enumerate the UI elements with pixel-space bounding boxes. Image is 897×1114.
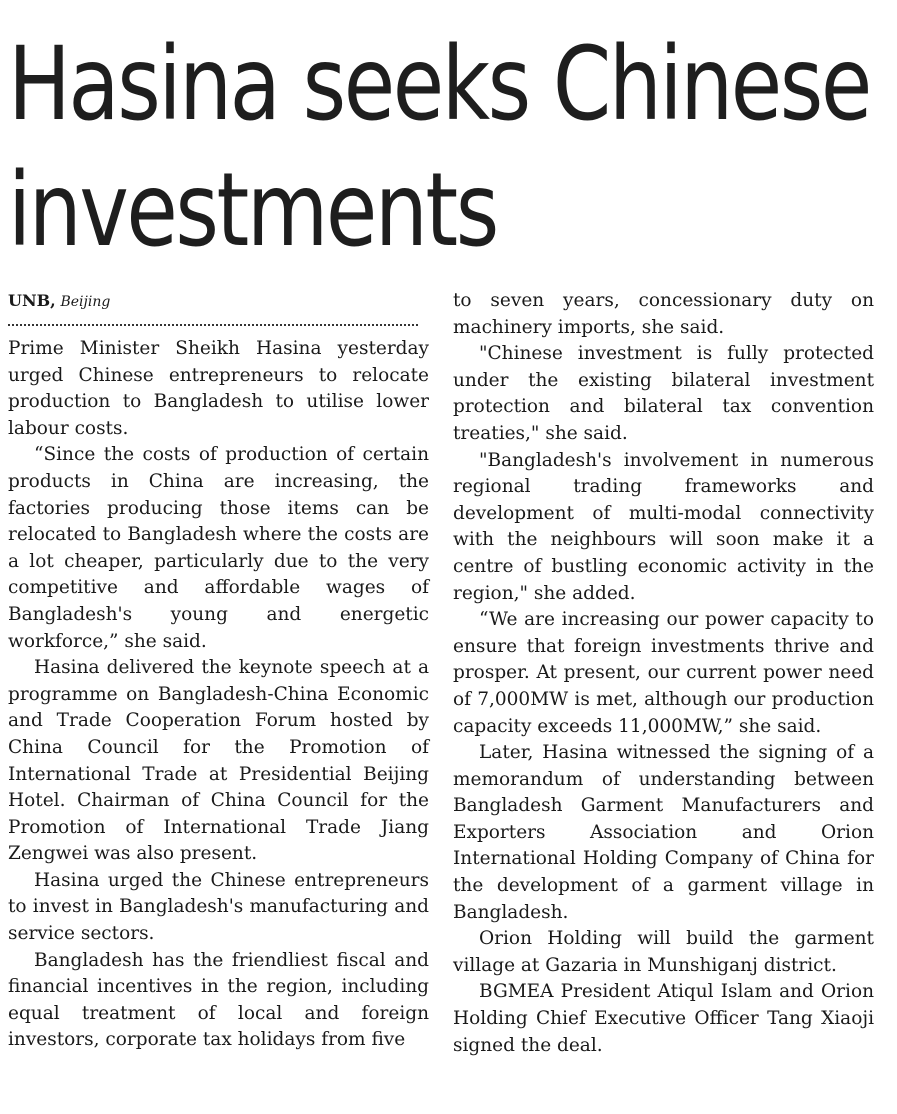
paragraph: "Chinese investment is fully protected under the existing bilateral investment protection and bilateral tax convention treaties," she said. <box>453 343 874 444</box>
column-left <box>8 288 429 1059</box>
headline-line-2: investments <box>8 151 497 270</box>
paragraph: Later, Hasina witnessed the signing of a memorandum of understanding between Bangladesh Garment Manufacturers and Exporters Association and Orion International Holding Company of China for the development of a garment village in Bangladesh. <box>453 742 874 923</box>
paragraph: Hasina urged the Chinese entrepreneurs to invest in Bangladesh's manufacturing and service sectors. <box>8 869 429 945</box>
paragraph: “Since the costs of production of certain products in China are increasing, the factories producing those items can be relocated to Bangladesh where the costs are a lot cheaper, particularly due to the very competitive and affordable wages of Bangladesh's young and energetic workforce,” she said. <box>8 444 429 652</box>
paragraph: Prime Minister Sheikh Hasina yesterday urged Chinese entrepreneurs to relocate production to Bangladesh to utilise lower labour costs. <box>8 338 429 439</box>
paragraph: "Bangladesh's involvement in numerous regional trading frameworks and development of multi-modal connectivity with the neighbours will soon make it a centre of bustling economic activity in the region," she added. <box>453 449 874 604</box>
paragraph: Hasina delivered the keynote speech at a programme on Bangladesh-China Economic and Trade Cooperation Forum hosted by China Council for the Promotion of International Trade at Presidential Beijing Hotel. Chairman of China Council for the Promotion of International Trade Jiang Zengwei was also present. <box>8 657 429 865</box>
byline-agency: UNB, <box>8 291 56 310</box>
byline <box>8 290 429 314</box>
paragraph: to seven years, concessionary duty on machinery imports, she said. <box>453 290 874 338</box>
article-body <box>8 288 874 1059</box>
paragraph: Orion Holding will build the garment village at Gazaria in Munshiganj district. <box>453 928 874 976</box>
paragraph: “We are increasing our power capacity to ensure that foreign investments thrive and prosper. At present, our current power need of 7,000MW is met, although our production capacity exceeds 11,000MW,” she said. <box>453 609 874 737</box>
headline-line-1: Hasina seeks Chinese <box>8 25 870 144</box>
paragraph: BGMEA President Atiqul Islam and Orion Holding Chief Executive Officer Tang Xiaoji signed the deal. <box>453 981 874 1056</box>
byline-place: Beijing <box>60 294 111 310</box>
paragraph: Bangladesh has the friendliest fiscal and financial incentives in the region, including equal treatment of local and foreign investors, corporate tax holidays from five <box>8 949 429 1051</box>
byline-divider <box>8 324 418 326</box>
column-right <box>453 288 874 1059</box>
headline <box>8 22 870 274</box>
